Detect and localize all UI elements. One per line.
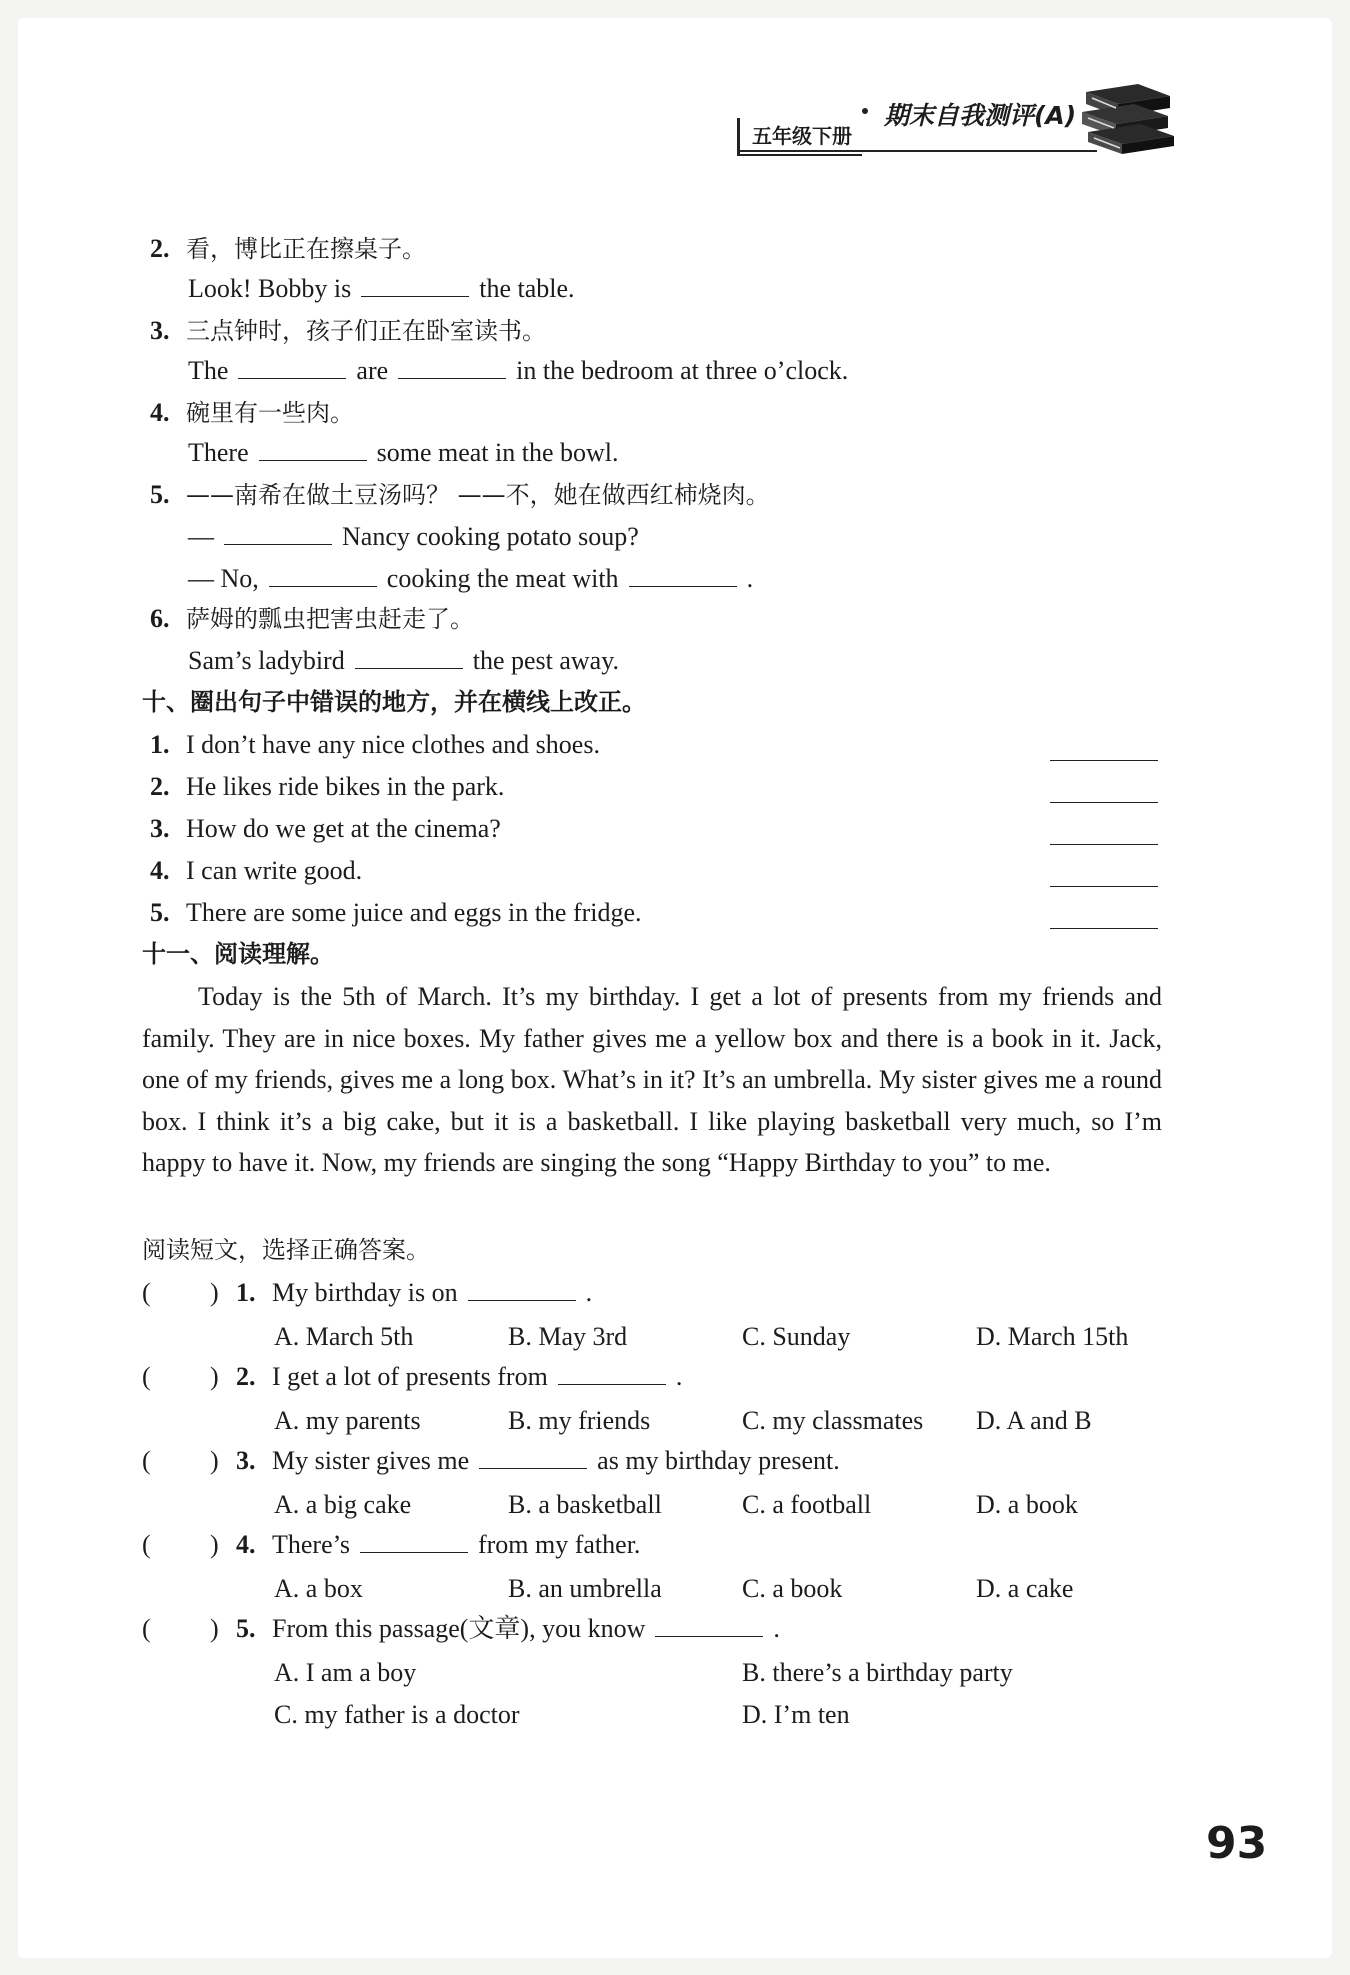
error-item-2: 2. He likes ride bikes in the park. [150, 772, 505, 801]
q4-option-c[interactable]: C. a book [742, 1574, 843, 1603]
question-2: 2. I get a lot of presents from . [236, 1362, 683, 1391]
item-3-english: The are in the bedroom at three o’clock. [188, 356, 849, 385]
q5-option-c[interactable]: C. my father is a doctor [274, 1700, 520, 1729]
header-title: 期末自我测评(A) [884, 101, 1077, 130]
correction-line-4[interactable] [1050, 886, 1158, 887]
q5-option-a[interactable]: A. I am a boy [274, 1658, 417, 1687]
correction-line-1[interactable] [1050, 760, 1158, 761]
q3-option-a[interactable]: A. a big cake [274, 1490, 412, 1519]
answer-blank[interactable] [360, 1532, 468, 1553]
q4-option-d[interactable]: D. a cake [976, 1574, 1074, 1603]
answer-blank[interactable] [558, 1364, 666, 1385]
answer-bracket-close[interactable]: ) [210, 1362, 219, 1391]
answer-blank[interactable] [479, 1448, 587, 1469]
answer-bracket-open[interactable]: ( [142, 1278, 151, 1307]
error-item-1: 1. I don’t have any nice clothes and shoes. [150, 730, 600, 759]
q2-option-d[interactable]: D. A and B [976, 1406, 1092, 1435]
item-6-chinese: 6. 萨姆的瓢虫把害虫赶走了。 [150, 604, 474, 633]
error-item-3: 3. How do we get at the cinema? [150, 814, 501, 843]
section-10-title: 十、圈出句子中错误的地方，并在横线上改正。 [142, 688, 646, 716]
question-4: 4. There’s from my father. [236, 1530, 641, 1559]
answer-bracket-close[interactable]: ) [210, 1278, 219, 1307]
q3-option-d[interactable]: D. a book [976, 1490, 1078, 1519]
q4-option-a[interactable]: A. a box [274, 1574, 363, 1603]
q3-option-c[interactable]: C. a football [742, 1490, 872, 1519]
answer-blank[interactable] [224, 524, 332, 545]
q1-option-b[interactable]: B. May 3rd [508, 1322, 628, 1351]
page-number: 93 [1206, 1818, 1268, 1869]
answer-blank[interactable] [655, 1616, 763, 1637]
answer-bracket-open[interactable]: ( [142, 1446, 151, 1475]
q5-option-b[interactable]: B. there’s a birthday party [742, 1658, 1013, 1687]
q1-option-a[interactable]: A. March 5th [274, 1322, 414, 1351]
error-item-4: 4. I can write good. [150, 856, 363, 885]
reading-instruction: 阅读短文，选择正确答案。 [142, 1236, 430, 1264]
q2-option-a[interactable]: A. my parents [274, 1406, 421, 1435]
answer-bracket-close[interactable]: ) [210, 1614, 219, 1643]
q5-option-d[interactable]: D. I’m ten [742, 1700, 850, 1729]
q2-option-b[interactable]: B. my friends [508, 1406, 651, 1435]
answer-bracket-close[interactable]: ) [210, 1530, 219, 1559]
header-dot [862, 108, 868, 114]
header-rule [737, 150, 1097, 152]
answer-blank[interactable] [629, 566, 737, 587]
correction-line-2[interactable] [1050, 802, 1158, 803]
answer-blank[interactable] [269, 566, 377, 587]
books-icon [1078, 82, 1178, 156]
answer-blank[interactable] [355, 648, 463, 669]
answer-bracket-close[interactable]: ) [210, 1446, 219, 1475]
answer-blank[interactable] [238, 358, 346, 379]
question-5: 5. From this passage(文章), you know . [236, 1614, 780, 1643]
item-2-chinese: 2. 看，博比正在擦桌子。 [150, 234, 426, 263]
correction-line-3[interactable] [1050, 844, 1158, 845]
item-4-english: There some meat in the bowl. [188, 438, 619, 467]
item-6-english: Sam’s ladybird the pest away. [188, 646, 620, 675]
question-3: 3. My sister gives me as my birthday present. [236, 1446, 840, 1475]
item-4-chinese: 4. 碗里有一些肉。 [150, 398, 354, 427]
answer-bracket-open[interactable]: ( [142, 1530, 151, 1559]
grade-tag: 五年级下册 [737, 118, 862, 156]
section-11-title: 十一、阅读理解。 [142, 940, 334, 968]
item-5-answer: — No, cooking the meat with . [188, 564, 754, 593]
answer-blank[interactable] [468, 1280, 576, 1301]
answer-blank[interactable] [361, 276, 469, 297]
q3-option-b[interactable]: B. a basketball [508, 1490, 662, 1519]
answer-bracket-open[interactable]: ( [142, 1614, 151, 1643]
q1-option-d[interactable]: D. March 15th [976, 1322, 1129, 1351]
answer-blank[interactable] [259, 440, 367, 461]
q2-option-c[interactable]: C. my classmates [742, 1406, 924, 1435]
answer-bracket-open[interactable]: ( [142, 1362, 151, 1391]
item-5-question: — Nancy cooking potato soup? [188, 522, 639, 551]
error-item-5: 5. There are some juice and eggs in the fridge. [150, 898, 642, 927]
item-2-english: Look! Bobby is the table. [188, 274, 575, 303]
item-3-chinese: 3. 三点钟时，孩子们正在卧室读书。 [150, 316, 546, 345]
q4-option-b[interactable]: B. an umbrella [508, 1574, 662, 1603]
correction-line-5[interactable] [1050, 928, 1158, 929]
item-5-chinese: 5. ——南希在做土豆汤吗？ ——不，她在做西红柿烧肉。 [150, 480, 770, 509]
question-1: 1. My birthday is on . [236, 1278, 593, 1307]
q1-option-c[interactable]: C. Sunday [742, 1322, 851, 1351]
answer-blank[interactable] [398, 358, 506, 379]
reading-passage: Today is the 5th of March. It’s my birthday. I get a lot of presents from my friends and family. They are in nice boxes. My father gives me a yellow box and there is a book in it. Jack, one of my friends, gives me a long box. What’s in it? It’s an umbrella. My sister gives me a round box. I think it’s a big cake, but it is a basketball. I like playing basketball very much, so I’m happy to have it. Now, my friends are singing the song “Happy Birthday to you” to me. [142, 982, 1162, 1177]
